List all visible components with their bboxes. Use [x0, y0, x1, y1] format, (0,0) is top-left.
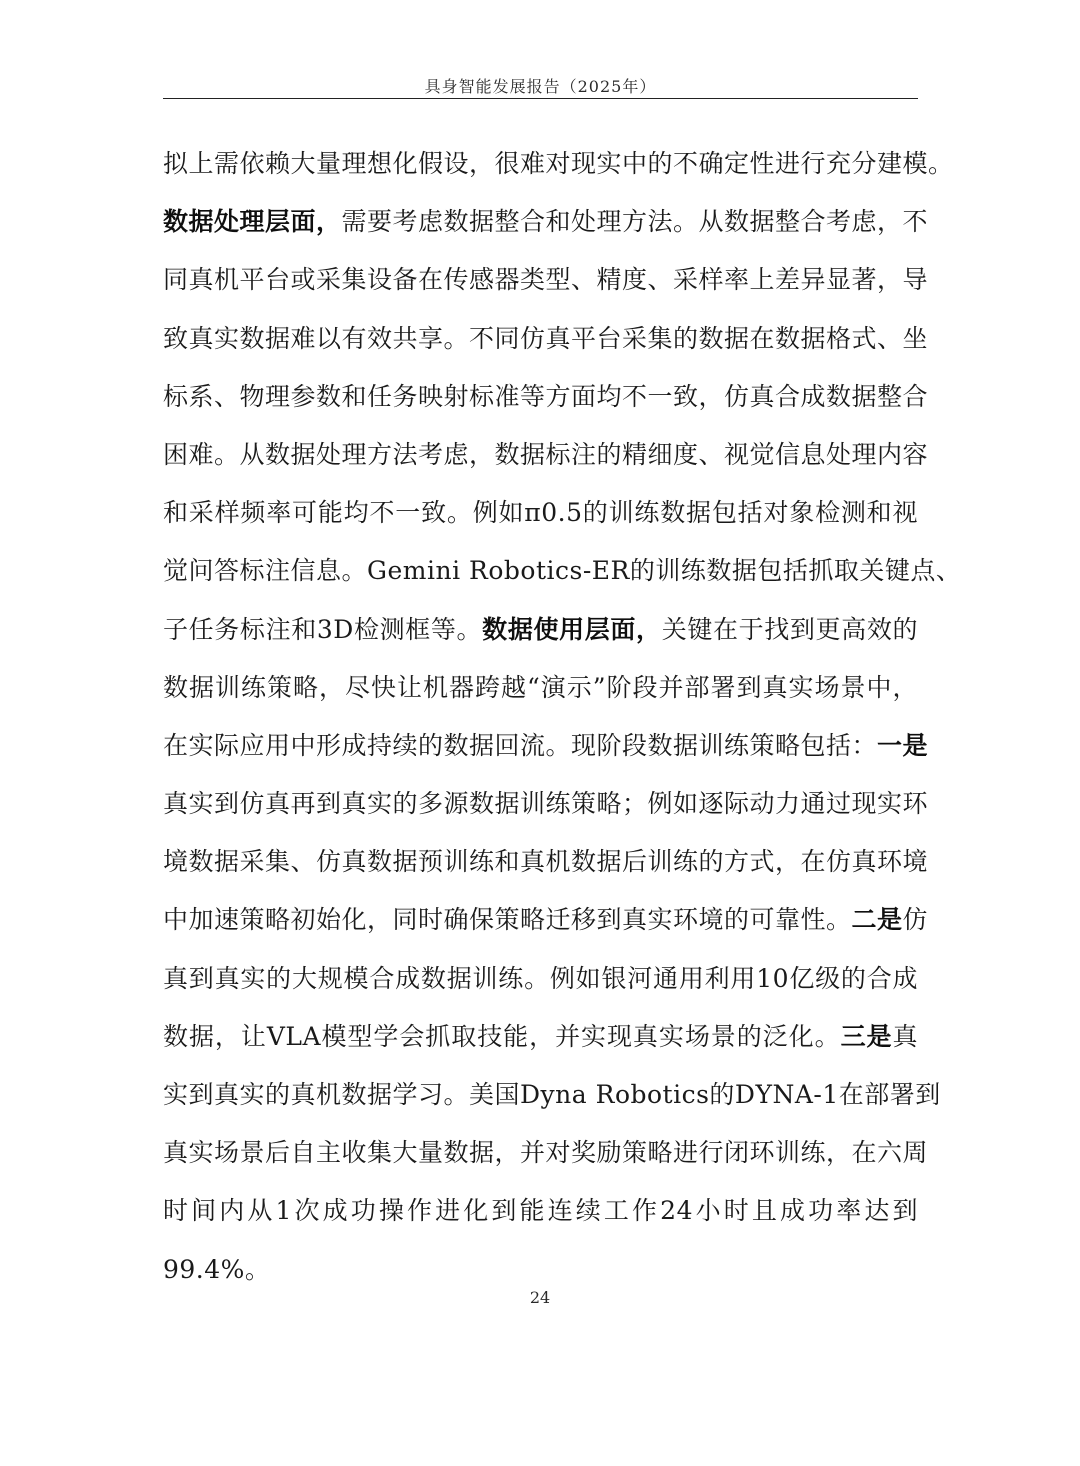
text-segment: 需要考虑数据整合和处理方法。从数据整合考虑，不 — [341, 207, 929, 237]
bold-lead-phrase: 数据处理层面， — [163, 207, 342, 237]
text-line — [163, 135, 954, 193]
text-segment: 真到真实的大规模合成数据训练。例如银河通用利用10亿级的合成 — [163, 963, 918, 993]
text-segment: 真实场景后自主收集大量数据，并对奖励策略进行闭环训练，在六周 — [163, 1138, 929, 1168]
text-line — [163, 542, 962, 600]
text-segment: 同真机平台或采集设备在传感器类型、精度、采样率上差异显著，导 — [163, 265, 929, 295]
text-line — [163, 1124, 929, 1182]
text-segment: 觉问答标注信息。Gemini Robotics-ER的训练数据包括抓取关键点、 — [163, 556, 962, 586]
page-number: 24 — [529, 1288, 551, 1307]
text-segment: 真 — [892, 1021, 918, 1051]
text-segment: 困难。从数据处理方法考虑，数据标注的精细度、视觉信息处理内容 — [163, 439, 929, 469]
running-header: 具身智能发展报告（2025年） — [424, 77, 657, 96]
text-segment: 致真实数据难以有效共享。不同仿真平台采集的数据在数据格式、坐 — [163, 323, 929, 353]
text-line — [163, 1182, 918, 1240]
text-segment: 和采样频率可能均不一致。例如π0.5的训练数据包括对象检测和视 — [163, 498, 918, 528]
text-line — [163, 368, 929, 426]
text-segment: 子任务标注和3D检测框等。 — [163, 614, 483, 644]
text-segment: 数据训练策略，尽快让机器跨越“演示”阶段并部署到真实场景中， — [163, 672, 918, 702]
text-segment: 中加速策略初始化，同时确保策略迁移到真实环境的可靠性。 — [163, 905, 852, 935]
text-line — [163, 484, 918, 542]
bold-lead-phrase: 一是 — [877, 730, 929, 760]
text-line — [163, 1066, 941, 1124]
text-segment: 在实际应用中形成持续的数据回流。现阶段数据训练策略包括： — [163, 730, 878, 760]
text-line — [163, 193, 929, 251]
text-segment: 实到真实的真机数据学习。美国Dyna Robotics的DYNA-1在部署到 — [163, 1080, 941, 1109]
text-segment: 拟上需依赖大量理想化假设，很难对现实中的不确定性进行充分建模。 — [163, 149, 954, 178]
text-segment: 仿 — [902, 905, 929, 935]
text-segment: 99.4%。 — [163, 1254, 271, 1284]
text-segment: 关键在于找到更高效的 — [661, 614, 918, 644]
text-line — [163, 310, 929, 368]
text-line — [163, 717, 929, 775]
text-line — [163, 891, 929, 949]
text-line — [163, 950, 918, 1008]
text-segment: 境数据采集、仿真数据预训练和真机数据后训练的方式，在仿真环境 — [163, 847, 929, 877]
text-line — [163, 251, 929, 309]
text-line — [163, 659, 918, 717]
text-line — [163, 1008, 918, 1066]
body-paragraph — [163, 135, 962, 1299]
bold-lead-phrase: 三是 — [840, 1021, 893, 1051]
text-line — [163, 775, 929, 833]
text-line — [163, 426, 929, 484]
header-rule — [163, 98, 918, 99]
text-segment: 时间内从1次成功操作进化到能连续工作24小时且成功率达到 — [163, 1196, 918, 1226]
text-segment: 数据，让VLA模型学会抓取技能，并实现真实场景的泛化。 — [163, 1021, 841, 1051]
text-line — [163, 601, 918, 659]
text-line — [163, 833, 929, 891]
text-segment: 真实到仿真再到真实的多源数据训练策略；例如逐际动力通过现实环 — [163, 789, 929, 819]
bold-lead-phrase: 数据使用层面， — [482, 614, 662, 644]
text-segment: 标系、物理参数和任务映射标准等方面均不一致，仿真合成数据整合 — [163, 381, 929, 411]
bold-lead-phrase: 二是 — [851, 905, 903, 935]
